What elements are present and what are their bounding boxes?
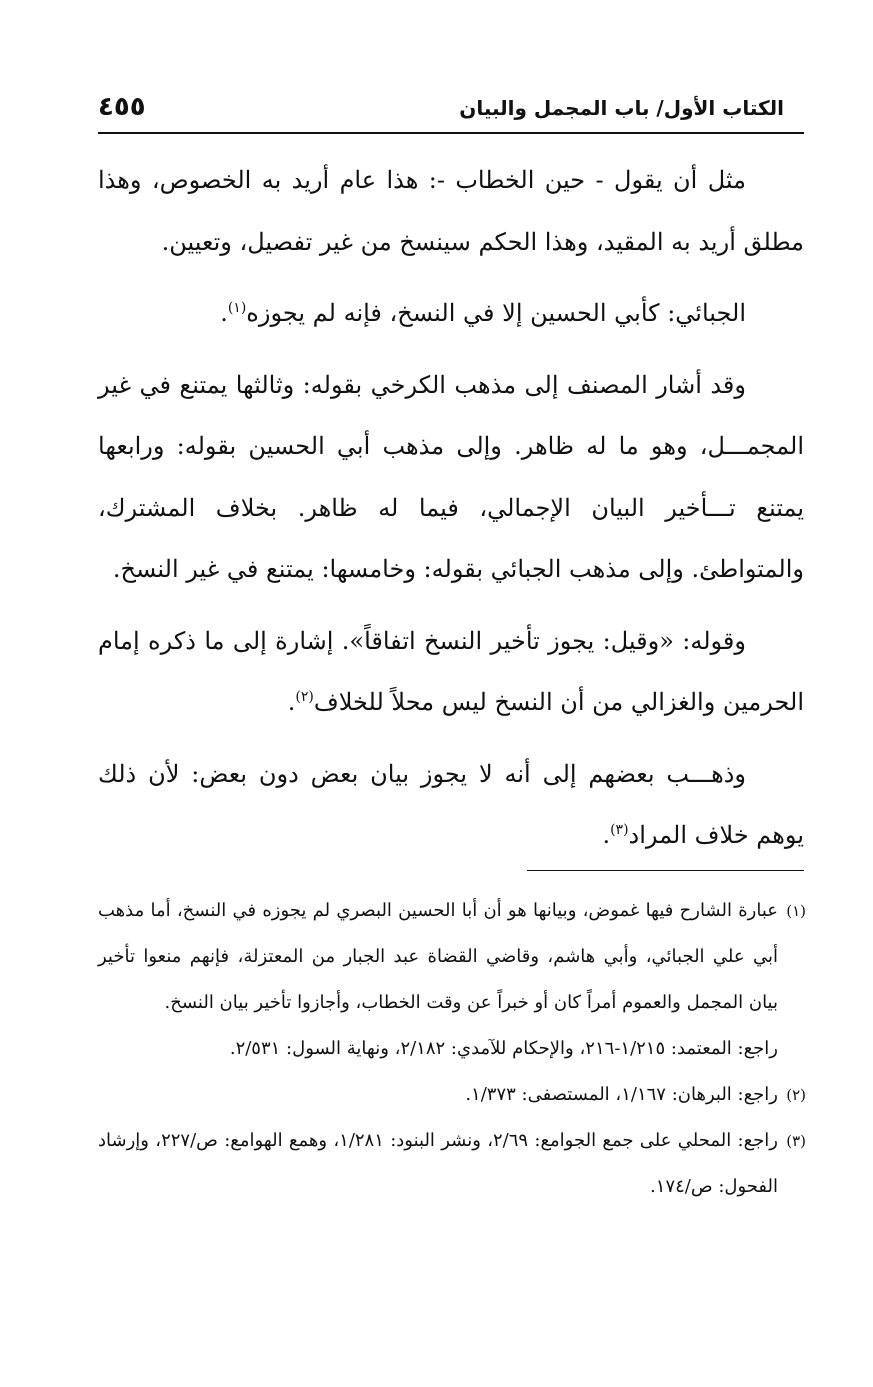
footnote-marker[interactable]: (١) [227,300,247,316]
footnote-separator [527,870,804,871]
paragraph-text: وقد أشار المصنف إلى مذهب الكرخي بقوله: وثالثها يمتنع في غير المجمـــل، وهو ما له ظاهر. وإلى مذهب أبي الحسين بقوله: ورابعها يمتنع تـــأخير البيان الإجمالي، فيما له ظاهر. بخلاف المشترك، والمتواطئ. وإلى مذهب الجبائي بقوله: وخامسها: يمتنع في غير النسخ. [98,370,804,583]
paragraph-4 [98,611,804,734]
footnote-3 [98,1118,806,1210]
footnote-reference: راجع: المعتمد: ١/٢١٥-٢١٦، والإحكام للآمدي: ٢/١٨٢، ونهاية السول: ٢/٥٣١. [229,1038,778,1059]
footnote-text: عبارة الشارح فيها غموض، وبيانها هو أن أبا الحسين البصري لم يجوزه في النسخ، أما مذهب أبي علي الجبائي، وأبي هاشم، وقاضي القضاة عبد الجبار من المعتزلة، فإنهم منعوا تأخير بيان المجمل والعموم أمراً كان أو خبراً عن وقت الخطاب، وأجازوا تأخير بيان النسخ. [98,900,778,1013]
paragraph-end: . [602,821,611,849]
paragraph-3 [98,355,804,601]
footnote-text: راجع: المحلي على جمع الجوامع: ٢/٦٩، ونشر البنود: ١/٢٨١، وهمع الهوامع: ص/٢٢٧، وإرشاد الفحول: ص/١٧٤. [98,1130,778,1197]
running-header [98,92,804,134]
paragraph-end: . [287,688,296,716]
main-text [98,150,804,867]
footnote-number: (٢) [786,1086,806,1104]
footnote-1 [98,888,806,1072]
page-number: ٤٥٥ [98,92,146,122]
footnote-marker[interactable]: (٢) [295,689,314,705]
paragraph-text: مثل أن يقول - حين الخطاب -: هذا عام أريد به الخصوص، وهذا مطلق أريد به المقيد، وهذا الحكم سينسخ من غير تفصيل، وتعيين. [98,166,804,256]
paragraph-text: وذهـــب بعضهم إلى أنه لا يجوز بيان بعض دون بعض: لأن ذلك يوهم خلاف المراد [98,759,804,849]
footnote-marker[interactable]: (٣) [610,822,629,838]
footnotes-section [98,888,806,1210]
footnote-number: (٣) [786,1132,806,1150]
paragraph-1 [98,150,804,273]
paragraph-end: . [220,299,228,327]
footnote-text: راجع: البرهان: ١/١٦٧، المستصفى: ١/٣٧٣. [465,1084,778,1105]
chapter-title: الكتاب الأول/ باب المجمل والبيان [459,96,784,120]
footnote-2 [98,1072,806,1118]
paragraph-text: الجبائي: كأبي الحسين إلا في النسخ، فإنه لم يجوزه [246,299,746,327]
paragraph-2 [98,283,804,345]
paragraph-5 [98,744,804,867]
paragraph-text: وقوله: «وقيل: يجوز تأخير النسخ اتفاقاً». إشارة إلى ما ذكره إمام الحرمين والغزالي من أن النسخ ليس محلاً للخلاف [98,626,804,716]
footnote-number: (١) [786,902,806,920]
